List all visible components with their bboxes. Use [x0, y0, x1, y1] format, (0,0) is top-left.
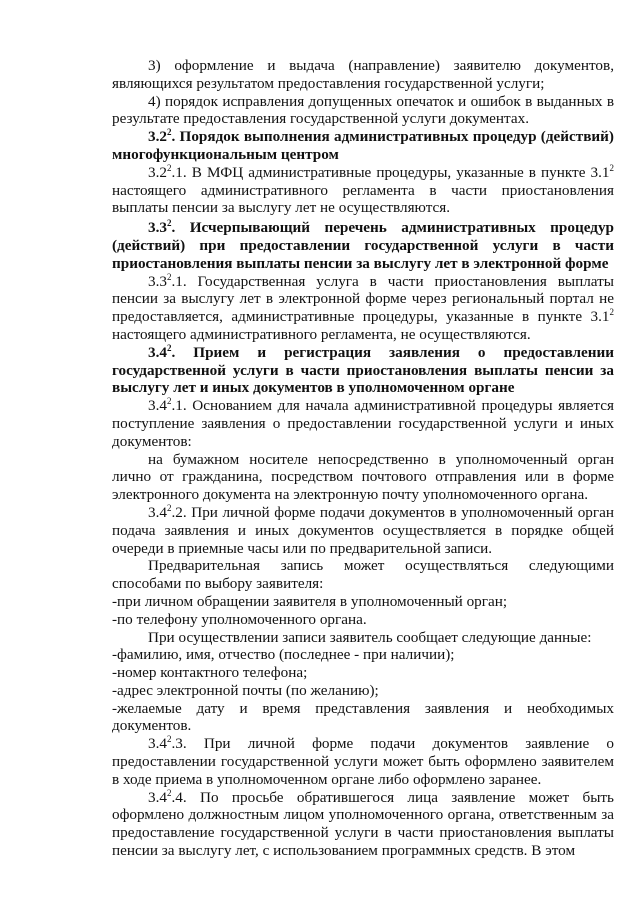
list-item-name: -фамилию, имя, отчество (последнее - при наличии); [112, 646, 455, 664]
paragraph-item-3: 3) оформление и выдача (направление) заявителю документов, являющихся результатом предоставления государственной услуги; [112, 57, 614, 92]
list-item-date-time: -желаемые дату и время представления заявления и необходимых документов. [112, 699, 614, 735]
section-heading-3-2: $3.2^2$. Порядок выполнения административных процедур (действий) многофункциональным центром [112, 127, 614, 163]
paragraph-3-3-1: $3.3^2.1$. Государственная услуга в части приостановления выплаты пенсии за выслугу лет в электронной форме через региональный портал не предоставляется, административные процедуры, указанные в пункте $3.1^2$ настоящего административного регламента, не осуществляются. [112, 271, 614, 343]
list-item-personal-visit: -при личном обращении заявителя в уполномоченный орган; [112, 592, 508, 610]
document-body [112, 57, 614, 860]
paragraph-item-4: 4) порядок исправления допущенных опечаток и ошибок в выданных в результате предоставления государственной услуги документах. [112, 92, 614, 128]
paragraph-3-4-1: $3.4^2.1$. Основанием для начала административной процедуры является поступление заявления о предоставлении государственной услуги и иных документов: [112, 396, 614, 450]
paragraph-3-4-3: $3.4^2.3$. При личной форме подачи документов заявление о предоставлении государственной услуги может быть оформлено заявителем в ходе приема в уполномоченном органе либо оформлено заранее. [112, 734, 614, 788]
paragraph-3-4-4: $3.4^2.4$. По просьбе обратившегося лица заявление может быть оформлено должностным лицом уполномоченного органа, ответственным за предоставление государственной услуги в части приостановления выплаты пенсии за выслугу лет, с использованием программных средств. В этом [112, 787, 614, 860]
section-heading-3-4: $3.4^2$. Прием и регистрация заявления о предоставлении государственной услуги в части приостановления выплаты пенсии за выслугу лет и иных документов в уполномоченном органе [112, 342, 614, 397]
list-item-email: -адрес электронной почты (по желанию); [112, 681, 379, 699]
section-heading-3-3: $3.3^2$. Исчерпывающий перечень административных процедур (действий) при предоставлении государственной услуги в части приостановления выплаты пенсии за выслугу лет в электронной форме [112, 218, 614, 272]
paragraph-3-4-2: $3.4^2.2$. При личной форме подачи документов в уполномоченный орган подача заявления и иных документов осуществляется в порядке общей очереди в приемные часы или по предварительной записи. [112, 502, 614, 557]
paragraph-3-2-1: $3.2^2.1$. В МФЦ административные процедуры, указанные в пункте $3.1^2$ настоящего административного регламента в части приостановления выплаты пенсии за выслугу лет не осуществляются. [112, 162, 614, 217]
paragraph-paper-submission: на бумажном носителе непосредственно в уполномоченный орган лично от гражданина, посредством почтового отправления или в форме электронного документа на электронную почту уполномоченного органа. [112, 450, 614, 504]
list-item-contact-phone: -номер контактного телефона; [112, 664, 308, 682]
list-item-phone: -по телефону уполномоченного органа. [112, 610, 367, 628]
paragraph-record-data: При осуществлении записи заявитель сообщает следующие данные: [148, 628, 592, 646]
paragraph-preliminary-record: Предварительная запись может осуществляться следующими способами по выбору заявителя: [112, 557, 614, 593]
